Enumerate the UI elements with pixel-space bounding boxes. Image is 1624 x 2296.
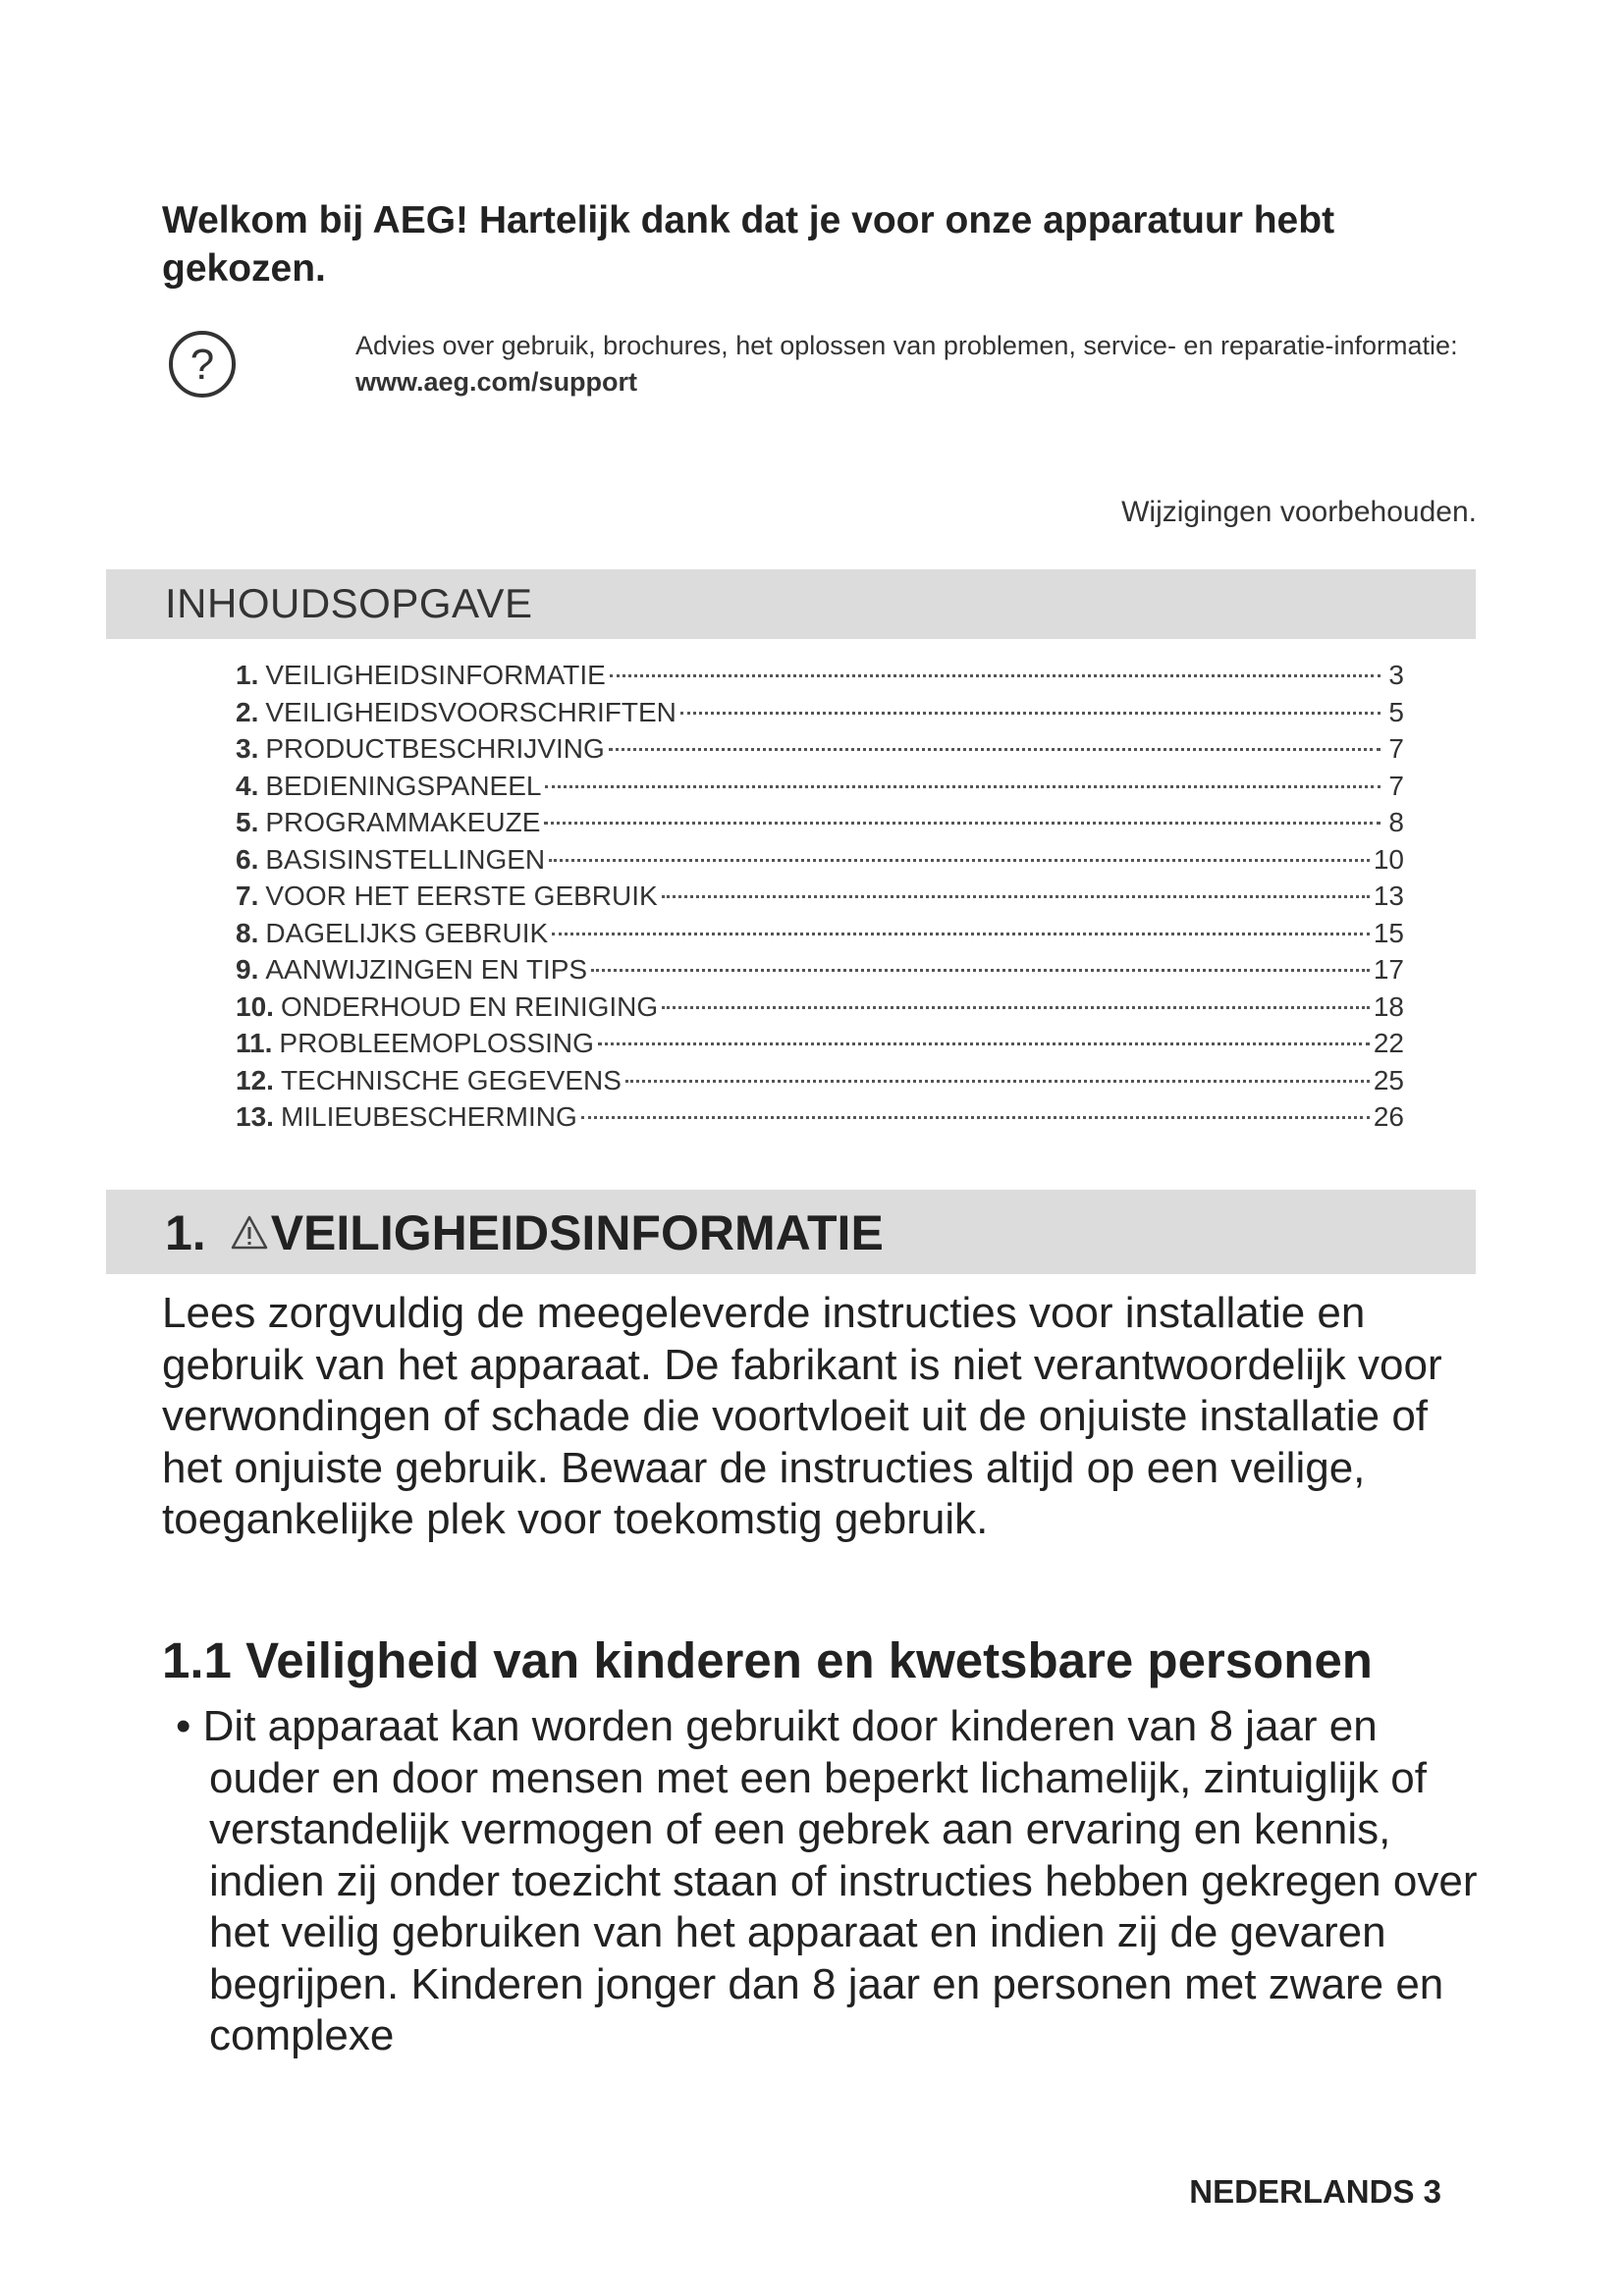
toc-item-page: 7 [1388,733,1404,764]
toc-item-label: VOOR HET EERSTE GEBRUIK [265,881,658,911]
toc-leader-dots [610,674,1380,677]
toc-item-page: 8 [1388,807,1404,837]
toc-item-page: 3 [1388,660,1404,690]
toc-item-page: 5 [1388,696,1404,727]
toc-leader-dots [581,1116,1370,1119]
toc-leader-dots [662,1006,1370,1009]
toc-item-label: ONDERHOUD EN REINIGING [280,990,659,1022]
question-circle-icon [167,329,238,400]
toc-leader-dots [662,895,1370,898]
toc-item[interactable] [236,660,1404,697]
toc-item-number: 10. [236,990,274,1022]
toc-item-number: 8. [236,917,259,948]
toc-item-page: 25 [1373,1064,1404,1095]
toc-item[interactable] [236,844,1404,881]
toc-item[interactable] [236,918,1404,955]
toc-item-number: 11. [236,1028,273,1058]
toc-item-page: 18 [1373,990,1404,1022]
toc-leader-dots [625,1080,1370,1083]
warning-triangle-icon [230,1213,269,1253]
toc-item[interactable] [236,697,1404,734]
bullet-marker: • [176,1702,191,1750]
toc-item-page: 13 [1373,881,1404,911]
toc-item-page: 10 [1373,843,1404,875]
toc-item-label: VEILIGHEIDSVOORSCHRIFTEN [265,696,677,727]
bullet-text: Dit apparaat kan worden gebruikt door kinderen van 8 jaar en ouder en door mensen met een beperkt lichamelijk, zintuiglijk of verstandelijk vermogen of een gebrek aan ervaring en kennis, indien zij onder toezicht staan of instructies hebben gekregen over het veilig gebruiken van het apparaat en indien zij de gevaren begrijpen. Kinderen jonger dan 8 jaar en personen met zware en complexe [202,1702,1478,2059]
support-info [355,328,1485,400]
toc-item-number: 2. [236,696,259,727]
toc-item-number: 13. [236,1101,274,1132]
toc-item[interactable] [236,1065,1404,1102]
toc-item[interactable] [236,771,1404,808]
toc-item-number: 7. [236,881,259,911]
toc-item-label: DAGELIJKS GEBRUIK [265,917,549,948]
support-text: Advies over gebruik, brochures, het oplossen van problemen, service- en reparatie-informatie: [355,331,1458,360]
toc-item-label: PROGRAMMAKEUZE [265,807,541,837]
toc-leader-dots [549,859,1370,862]
toc-leader-dots [680,712,1380,715]
toc-item-number: 5. [236,807,259,837]
toc-item-label: BEDIENINGSPANEEL [265,770,542,801]
toc-item-label: BASISINSTELLINGEN [265,843,546,875]
toc-item-page: 26 [1373,1101,1404,1132]
toc-item-label: VEILIGHEIDSINFORMATIE [265,660,606,690]
toc-item-page: 17 [1373,954,1404,985]
toc-item-number: 1. [236,660,259,690]
table-of-contents [236,660,1404,1139]
toc-item-label: PROBLEEMOPLOSSING [279,1028,594,1058]
toc-item-label: MILIEUBESCHERMING [280,1101,577,1132]
toc-item-number: 12. [236,1064,274,1095]
svg-text:?: ? [189,341,215,389]
toc-item[interactable] [236,733,1404,771]
toc-item-number: 4. [236,770,259,801]
toc-leader-dots [598,1042,1370,1045]
toc-item[interactable] [236,807,1404,844]
section-title-text: VEILIGHEIDSINFORMATIE [270,1205,884,1260]
toc-leader-dots [591,969,1370,972]
toc-leader-dots [545,785,1380,788]
toc-item-label: AANWIJZINGEN EN TIPS [265,954,588,985]
toc-leader-dots [552,933,1370,935]
toc-item-page: 15 [1373,917,1404,948]
toc-item[interactable] [236,1101,1404,1139]
toc-item[interactable] [236,1028,1404,1065]
toc-item-number: 9. [236,954,259,985]
changes-note: Wijzigingen voorbehouden. [1121,496,1477,528]
welcome-heading: Welkom bij AEG! Hartelijk dank dat je voor onze apparatuur hebt gekozen. [162,199,1335,290]
toc-item-label: PRODUCTBESCHRIJVING [265,733,605,764]
bullet-paragraph [162,1701,1478,2062]
toc-item-number: 3. [236,733,259,764]
toc-leader-dots [609,748,1380,751]
toc-leader-dots [544,822,1380,825]
toc-item[interactable] [236,991,1404,1029]
intro-paragraph: Lees zorgvuldig de meegeleverde instructies voor installatie en gebruik van het apparaat. De fabrikant is niet verantwoordelijk voor verwondingen of schade die voortvloeit uit de onjuiste installatie of het onjuiste gebruik. Bewaar de instructies altijd op een veilige, toegankelijke plek voor toekomstig gebruik. [162,1289,1442,1543]
section-number: 1. [165,1205,206,1260]
page-footer: NEDERLANDS 3 [1189,2173,1441,2210]
toc-item-label: TECHNISCHE GEGEVENS [280,1064,622,1095]
toc-item[interactable] [236,954,1404,991]
section-title [165,1204,884,1261]
toc-title: INHOUDSOPGAVE [165,580,533,626]
subsection-heading: 1.1 Veiligheid van kinderen en kwetsbare personen [162,1632,1373,1688]
toc-item-page: 7 [1388,770,1404,801]
support-link[interactable]: www.aeg.com/support [355,367,638,397]
toc-item-number: 6. [236,843,259,875]
toc-item-page: 22 [1373,1028,1404,1058]
toc-item[interactable] [236,881,1404,918]
